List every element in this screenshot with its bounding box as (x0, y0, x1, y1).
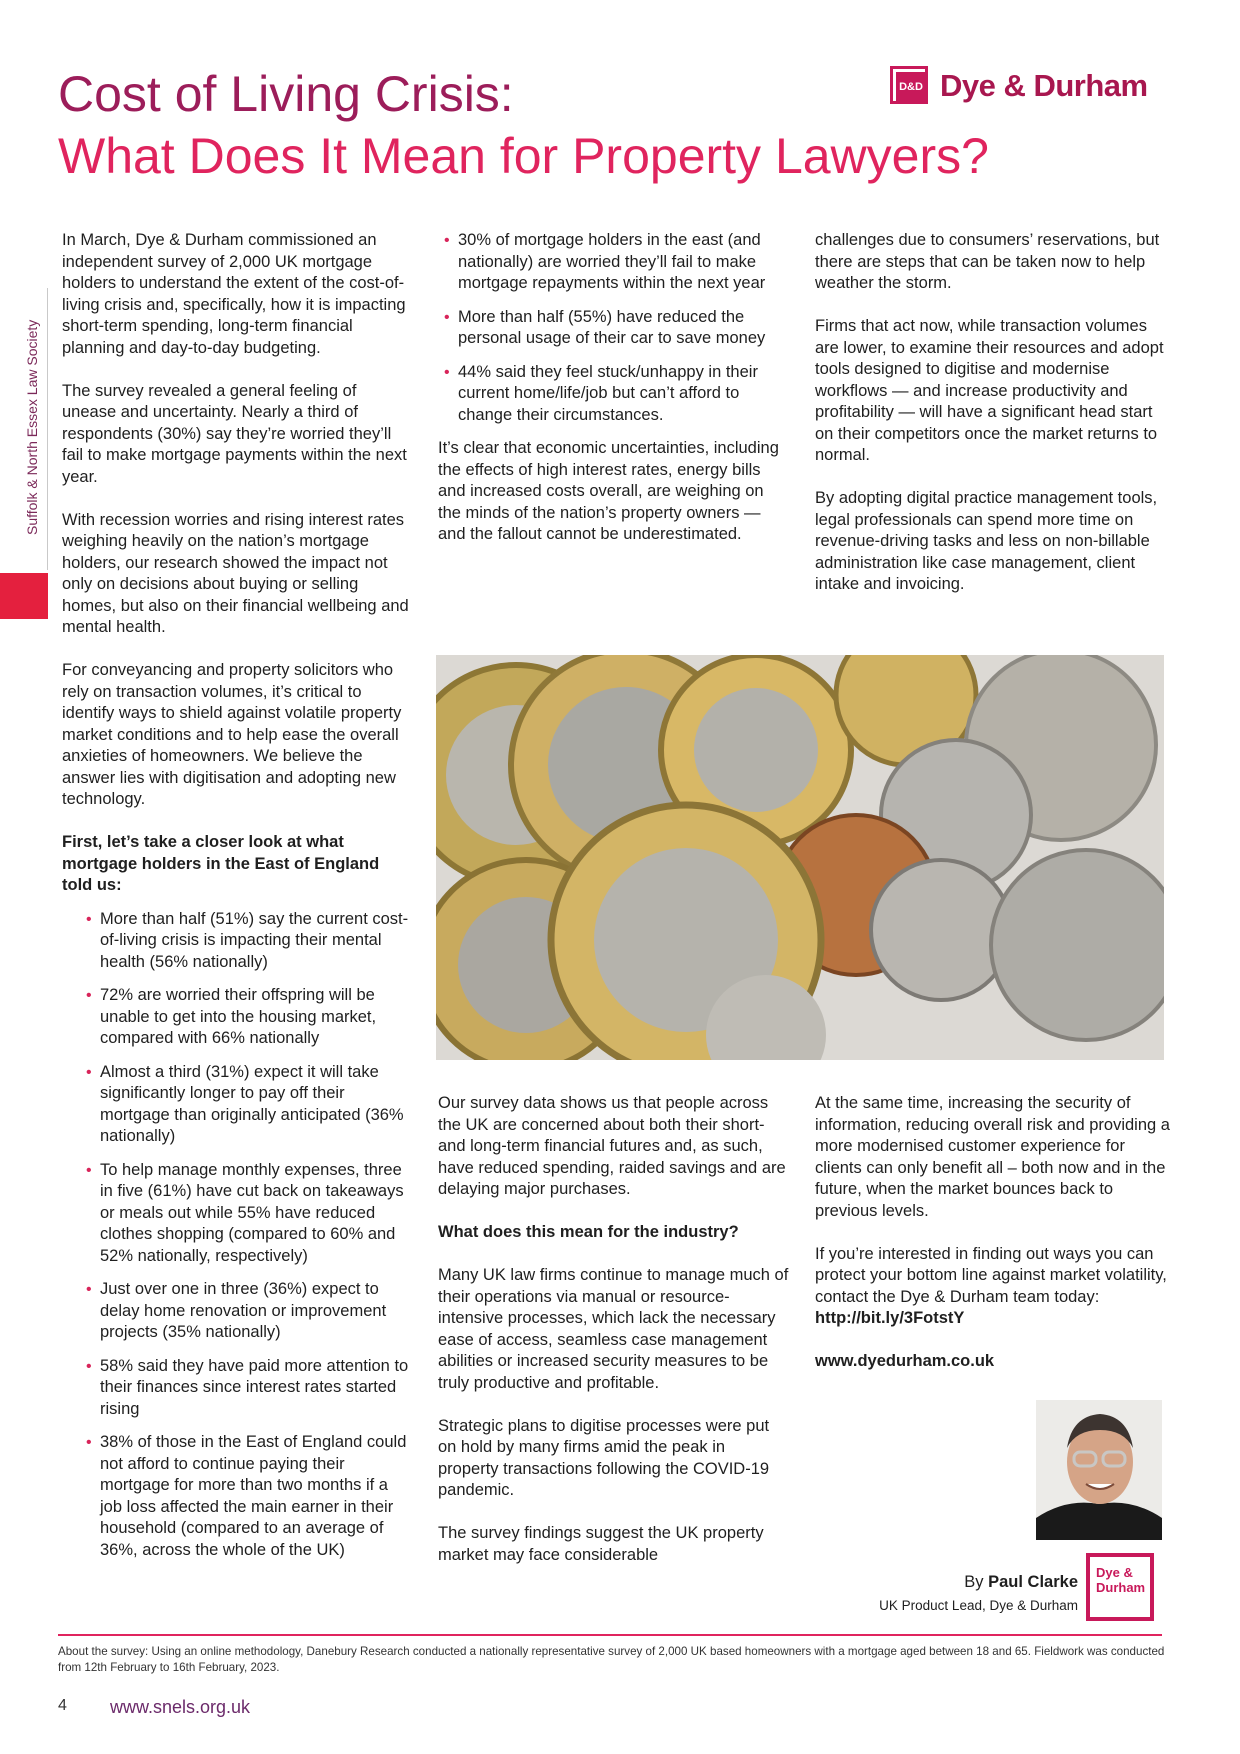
paragraph: The survey revealed a general feeling of unease and uncertainty. Nearly a third of respondents (30%) say they’re worried they’ll fail to make mortgage payments within the next year. (62, 381, 407, 486)
list-item: • 44% said they feel stuck/unhappy in their current home/life/job but can’t afford to change their circumstances. (444, 362, 758, 424)
side-rule (47, 288, 48, 570)
section-heading: What does this mean for the industry? (438, 1223, 739, 1241)
paragraph: Strategic plans to digitise processes were put on hold by many firms amid the peak in property transactions following the COVID-19 pandemic. (438, 1416, 770, 1499)
list-item: • 72% are worried their offspring will be unable to get into the housing market, compared with 66% nationally (86, 986, 377, 1047)
paragraph: Firms that act now, while transaction volumes are lower, to examine their resources and adopt tools designed to digitise and modernise workflows — and increase productivity and profitability — will have a significant head start on their competitors once the market returns to normal. (815, 317, 1164, 464)
bullet-icon: • (86, 1281, 92, 1298)
coins-illustration (436, 655, 1164, 1060)
bullet-icon: • (444, 363, 450, 381)
paragraph: With recession worries and rising interest rates weighing heavily on the nation’s mortgage holders, our research showed the impact not only on decisions about buying or selling homes, but also on their financial wellbeing and mental health. (62, 510, 409, 636)
page-number: 4 (58, 1697, 67, 1714)
page-title-line-2: What Does It Mean for Property Lawyers? (58, 128, 989, 184)
side-red-marker (0, 573, 48, 619)
portrait-image (1036, 1400, 1162, 1540)
list-item: • Just over one in three (36%) expect to delay home renovation or improvement projects (35% nationally) (86, 1280, 387, 1341)
list-item: • More than half (55%) have reduced the personal usage of their car to save money (444, 307, 766, 347)
section-heading: First, let’s take a closer look at what mortgage holders in the East of England told us: (62, 833, 380, 894)
column-1 (62, 230, 414, 1573)
dye-durham-logo (876, 64, 1166, 108)
mini-logo-text: Dye & Durham (1096, 1565, 1146, 1595)
bullet-list (438, 230, 790, 426)
paragraph: Our survey data shows us that people across the UK are concerned about both their short- and long-term financial futures and, as such, have reduced spending, raided savings and are delaying major purchases. (438, 1094, 786, 1198)
paragraph: The survey findings suggest the UK property market may face considerable (438, 1524, 764, 1564)
list-item: • 38% of those in the East of England could not afford to continue paying their mortgage for more than two months if a job loss affected the main earner in their household (compared to an average of 36%, across the whole of the UK) (86, 1433, 407, 1559)
bullet-icon: • (86, 1161, 92, 1179)
footer-rule (58, 1634, 1162, 1636)
bullet-icon: • (444, 232, 450, 249)
paragraph: challenges due to consumers’ reservations, but there are steps that can be taken now to help weather the storm. (815, 231, 1160, 292)
list-item: • 58% said they have paid more attention to their finances since interest rates started rising (86, 1356, 409, 1418)
list-item: • 30% of mortgage holders in the east (and nationally) are worried they’ll fail to make mortgage repayments within the next year (444, 231, 766, 292)
paragraph: In March, Dye & Durham commissioned an independent survey of 2,000 UK mortgage holders to understand the extent of the cost-of-living crisis and, specifically, how it is impacting short-term spending, long-term financial planning and day-to-day budgeting. (62, 231, 406, 357)
logo-text: Dye & Durham (940, 68, 1148, 103)
column-2-bottom (438, 1093, 790, 1588)
list-item: • To help manage monthly expenses, three in five (61%) have cut back on takeaways or meals out while 55% have reduced clothes shopping (compared to 60% and 52% nationally, respectively) (86, 1160, 404, 1265)
bullet-icon: • (86, 1357, 92, 1375)
survey-footnote: About the survey: Using an online methodology, Danebury Research conducted a nationally representative survey of 2,000 UK based homeowners with a mortgage aged between 18 and 65. Fieldwork was conducted from 12th February to 16th February, 2023. (58, 1645, 1165, 1674)
list-item: • More than half (51%) say the current cost-of-living crisis is impacting their mental health (56% nationally) (86, 909, 409, 971)
page-title-line-1: Cost of Living Crisis: (58, 66, 514, 122)
paragraph: Many UK law firms continue to manage much of their operations via manual or resource-intensive processes, which lack the necessary ease of access, seamless case management abilities or increased security measures to be truly productive and profitable. (438, 1266, 789, 1392)
byline: By Paul Clarke (964, 1573, 1078, 1591)
bullet-list (80, 909, 414, 1562)
bullet-icon: • (86, 987, 92, 1004)
paragraph (815, 1351, 1171, 1373)
contact-link[interactable]: http://bit.ly/3FotstY (815, 1309, 965, 1327)
paragraph: If you’re interested in finding out ways you can protect your bottom line against market volatility, contact the Dye & Durham team today: http://bit.ly/3FotstY (815, 1244, 1167, 1327)
website-link[interactable]: www.dyedurham.co.uk (815, 1352, 995, 1370)
column-3 (815, 230, 1171, 617)
paragraph: For conveyancing and property solicitors who rely on transaction volumes, it’s critical to identify ways to shield against volatile property market conditions and to help ease the overall anxieties of homeowners. We believe the answer lies with digitisation and adopting new technology. (62, 661, 402, 808)
mini-logo (1086, 1553, 1162, 1627)
paragraph: By adopting digital practice management tools, legal professionals can spend more time on revenue-driving tasks and less on non-billable administration like case management, client intake and invoicing. (815, 489, 1158, 593)
author-portrait (1036, 1400, 1162, 1540)
bullet-icon: • (86, 1063, 92, 1081)
bullet-icon: • (86, 910, 92, 928)
author-role: UK Product Lead, Dye & Durham (879, 1598, 1078, 1613)
coins-photo (436, 655, 1164, 1060)
column-2 (438, 230, 790, 567)
logo-box: D&D (896, 72, 926, 102)
side-label: Suffolk & North Essex Law Society (24, 319, 40, 535)
paragraph: At the same time, increasing the security of information, reducing overall risk and providing a more modernised customer experience for clients can only benefit all – both now and in the future, when the market bounces back to previous levels. (815, 1094, 1170, 1220)
list-item: • Almost a third (31%) expect it will take significantly longer to pay off their mortgage than originally anticipated (36% nationally) (86, 1062, 404, 1145)
column-3-bottom (815, 1093, 1171, 1394)
site-link[interactable]: www.snels.org.uk (110, 1697, 251, 1717)
bullet-icon: • (86, 1434, 92, 1451)
paragraph: It’s clear that economic uncertainties, including the effects of high interest rates, energy bills and increased costs overall, are weighing on the minds of the nation’s property owners — and the fallout cannot be underestimated. (438, 439, 779, 543)
bullet-icon: • (444, 308, 450, 326)
author-name: Paul Clarke (988, 1573, 1078, 1591)
